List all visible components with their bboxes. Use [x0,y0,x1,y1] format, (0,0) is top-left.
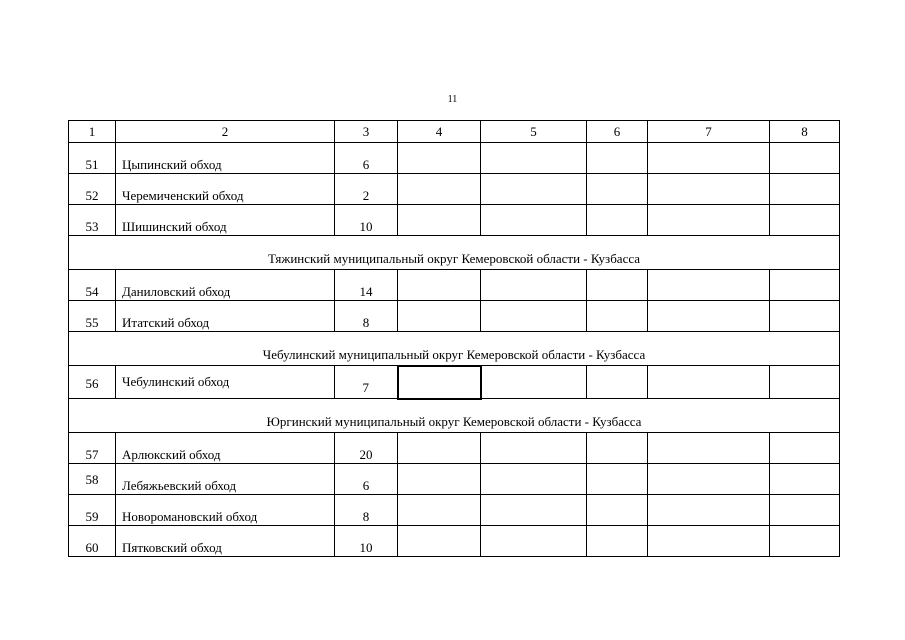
empty-cell-col-8 [770,495,840,526]
empty-cell-col-7 [648,143,770,174]
empty-cell-col-5 [481,205,587,236]
district-section-row [69,236,840,270]
area-name-cell: Чебулинский обход [116,366,335,399]
count-cell: 7 [335,366,398,399]
empty-cell-col-8 [770,301,840,332]
empty-cell-col-8 [770,526,840,557]
empty-cell-col-6 [587,205,648,236]
empty-cell-col-8 [770,366,840,399]
empty-cell-col-7 [648,174,770,205]
empty-cell-col-4 [398,205,481,236]
empty-cell-col-5 [481,464,587,495]
column-number-header: 3 [335,121,398,143]
empty-cell-col-4 [398,464,481,495]
empty-cell-col-4 [398,366,481,399]
column-number-header: 5 [481,121,587,143]
row-number-cell: 59 [69,495,116,526]
count-cell: 8 [335,495,398,526]
table-body [69,121,840,557]
row-number-cell: 58 [69,464,116,495]
column-number-header: 4 [398,121,481,143]
empty-cell-col-4 [398,270,481,301]
empty-cell-col-4 [398,495,481,526]
empty-cell-col-6 [587,270,648,301]
page-number: 11 [447,94,458,105]
row-number-cell: 57 [69,433,116,464]
empty-cell-col-6 [587,433,648,464]
empty-cell-col-7 [648,495,770,526]
empty-cell-col-7 [648,433,770,464]
empty-cell-col-6 [587,526,648,557]
row-number-cell: 54 [69,270,116,301]
area-name-cell: Шишинский обход [116,205,335,236]
empty-cell-col-5 [481,366,587,399]
count-cell: 6 [335,464,398,495]
empty-cell-col-4 [398,526,481,557]
column-number-header: 2 [116,121,335,143]
row-number-cell: 53 [69,205,116,236]
area-name-cell: Арлюкский обход [116,433,335,464]
empty-cell-col-6 [587,495,648,526]
table-row [69,301,840,332]
empty-cell-col-7 [648,205,770,236]
table-row [69,526,840,557]
empty-cell-col-4 [398,301,481,332]
count-cell: 10 [335,205,398,236]
empty-cell-col-8 [770,143,840,174]
area-name-cell: Новоромановский обход [116,495,335,526]
empty-cell-col-6 [587,301,648,332]
column-number-header: 1 [69,121,116,143]
table-row [69,174,840,205]
table-row [69,205,840,236]
empty-cell-col-6 [587,366,648,399]
table-row [69,270,840,301]
count-cell: 2 [335,174,398,205]
district-section-title: Чебулинский муниципальный округ Кемеровской области - Кузбасса [69,332,840,366]
area-name-cell: Пятковский обход [116,526,335,557]
empty-cell-col-5 [481,526,587,557]
column-number-header: 7 [648,121,770,143]
area-name-cell: Лебяжьевский обход [116,464,335,495]
area-name-cell: Цыпинский обход [116,143,335,174]
count-cell: 14 [335,270,398,301]
row-number-cell: 56 [69,366,116,399]
empty-cell-col-4 [398,433,481,464]
district-section-row [69,399,840,433]
row-number-cell: 60 [69,526,116,557]
column-number-header: 6 [587,121,648,143]
districts-table-container [68,120,839,557]
area-name-cell: Итатский обход [116,301,335,332]
table-row [69,464,840,495]
empty-cell-col-8 [770,205,840,236]
count-cell: 20 [335,433,398,464]
district-section-title: Тяжинский муниципальный округ Кемеровской области - Кузбасса [69,236,840,270]
empty-cell-col-5 [481,174,587,205]
area-name-cell: Черемиченский обход [116,174,335,205]
column-number-header: 8 [770,121,840,143]
count-cell: 8 [335,301,398,332]
count-cell: 6 [335,143,398,174]
empty-cell-col-7 [648,301,770,332]
empty-cell-col-8 [770,433,840,464]
empty-cell-col-5 [481,433,587,464]
empty-cell-col-6 [587,464,648,495]
table-row [69,495,840,526]
row-number-cell: 55 [69,301,116,332]
empty-cell-col-8 [770,464,840,495]
column-number-row [69,121,840,143]
area-name-cell: Даниловский обход [116,270,335,301]
empty-cell-col-6 [587,174,648,205]
empty-cell-col-5 [481,143,587,174]
empty-cell-col-6 [587,143,648,174]
row-number-cell: 52 [69,174,116,205]
table-row [69,433,840,464]
empty-cell-col-8 [770,174,840,205]
empty-cell-col-5 [481,301,587,332]
empty-cell-col-5 [481,270,587,301]
empty-cell-col-7 [648,464,770,495]
table-row [69,143,840,174]
empty-cell-col-7 [648,366,770,399]
table-row [69,366,840,399]
empty-cell-col-7 [648,270,770,301]
empty-cell-col-5 [481,495,587,526]
empty-cell-col-4 [398,174,481,205]
districts-table [68,120,840,557]
district-section-row [69,332,840,366]
district-section-title: Юргинский муниципальный округ Кемеровской области - Кузбасса [69,399,840,433]
empty-cell-col-4 [398,143,481,174]
row-number-cell: 51 [69,143,116,174]
count-cell: 10 [335,526,398,557]
empty-cell-col-7 [648,526,770,557]
empty-cell-col-8 [770,270,840,301]
